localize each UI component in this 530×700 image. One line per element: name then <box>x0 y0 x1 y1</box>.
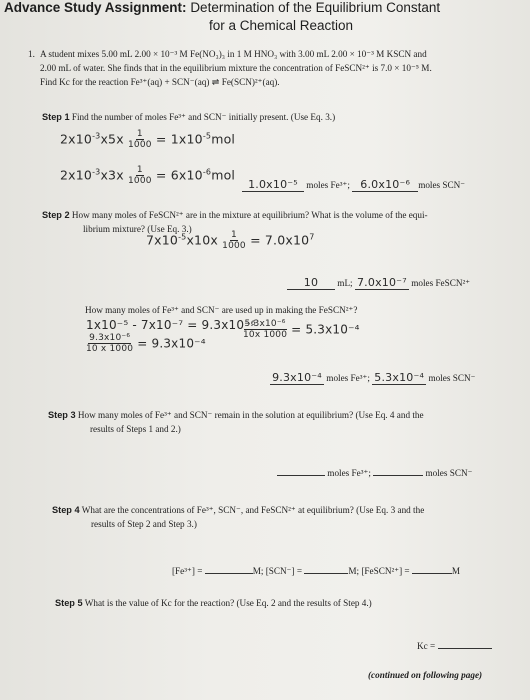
frac-den: 1000 <box>222 241 246 251</box>
step4-m2-label: M; [FeSCN²⁺] = <box>348 566 410 576</box>
hw-text: = 9.3x10⁻⁴ <box>137 336 206 351</box>
hw-text: = 6x10 <box>155 167 203 183</box>
title-bold: Advance Study Assignment: <box>4 0 187 15</box>
step1-moles-fe-label: moles Fe³⁺; <box>306 180 350 190</box>
step2-text-1: How many moles of FeSCN²⁺ are in the mixture at equilibrium? What is the volume of the equi- <box>71 210 428 220</box>
hw-text: 2x10 <box>60 131 93 147</box>
step2-answer-row-1 <box>287 276 470 290</box>
step2-answer-scn[interactable]: 5.3x10⁻⁴ <box>372 371 426 385</box>
step4-answer-scn[interactable] <box>304 573 348 574</box>
problem-line-3: Find Kc for the reaction Fe³⁺(aq) + SCN⁻(aq) ⇌ Fe(SCN)²⁺(aq). <box>40 77 280 87</box>
step2-answer-fe[interactable]: 9.3x10⁻⁴ <box>270 371 324 385</box>
hw-exp: -3 <box>92 167 101 177</box>
hw-exp: -6 <box>202 167 212 177</box>
step3-answer-scn[interactable] <box>373 475 423 476</box>
hw-fraction <box>128 130 152 150</box>
step4-answer-row <box>172 566 460 577</box>
frac-den: 1000 <box>128 176 152 186</box>
step4-text-1: What are the concentrations of Fe³⁺, SCN⁻, and FeSCN²⁺ at equilibrium? (Use Eq. 3 and the <box>81 505 425 515</box>
frac-num: 1 <box>136 165 143 175</box>
hw-text: mol <box>211 167 236 183</box>
hw-exp: -5 <box>178 232 187 242</box>
hw-text: = 7.0x10 <box>250 232 310 248</box>
frac-num: 1 <box>136 129 143 139</box>
step2-question: How many moles of Fe³⁺ and SCN⁻ are used up in making the FeSCN²⁺? <box>85 305 358 315</box>
step4-text-2: results of Step 2 and Step 3.) <box>91 519 197 529</box>
hw-text: 7x10 <box>146 232 179 248</box>
page-title <box>4 0 440 15</box>
step2-work-right <box>243 320 360 340</box>
step1-work-line-1 <box>60 130 235 150</box>
step1-label: Step 1 <box>42 112 70 122</box>
step4-m1-label: M; [SCN⁻] = <box>252 566 303 576</box>
step2-prompt <box>42 210 428 221</box>
kc-answer[interactable] <box>438 648 492 649</box>
hw-text: x3x <box>100 167 124 183</box>
step3-moles-fe-label: moles Fe³⁺; <box>327 468 371 478</box>
step5-prompt <box>55 598 372 608</box>
hw-fraction <box>128 166 152 186</box>
step3-prompt <box>48 410 424 421</box>
step2-text-2: librium mixture? (Use Eq. 3.) <box>83 224 192 234</box>
step3-answer-fe[interactable] <box>277 475 325 476</box>
step5-text: What is the value of Kc for the reaction? (Use Eq. 2 and the results of Step 4.) <box>84 598 372 608</box>
step1-prompt <box>42 112 335 123</box>
kc-label: Kc = <box>417 641 436 651</box>
page-title-line2: for a Chemical Reaction <box>209 18 354 33</box>
step5-label: Step 5 <box>55 598 83 608</box>
step1-text: Find the number of moles Fe³⁺ and SCN⁻ initially present. (Use Eq. 3.) <box>71 112 336 122</box>
hw-text: x10x <box>186 232 218 248</box>
step2-ml-label: mL; <box>337 278 353 288</box>
step2-answer-row-2 <box>270 371 475 385</box>
hw-fraction <box>243 320 287 340</box>
hw-fraction <box>86 334 133 354</box>
step3-label: Step 3 <box>48 410 76 420</box>
hw-exp: -5 <box>202 131 212 141</box>
problem-line-2: 2.00 mL of water. She finds that in the equilibrium mixture the concentration of FeSCN²⁺ is 7.0 × 10⁻⁵ M. <box>40 63 432 73</box>
step4-prompt <box>52 505 424 516</box>
step3-text-2: results of Steps 1 and 2.) <box>90 424 181 434</box>
hw-text: = 5.3x10⁻⁴ <box>291 322 360 337</box>
step3-answer-row <box>277 468 472 479</box>
continued-note: (continued on following page) <box>368 670 483 680</box>
step4-answer-fe[interactable] <box>205 573 253 574</box>
hw-fraction <box>222 231 246 251</box>
step4-label: Step 4 <box>52 505 80 515</box>
step2-moles-scn-label: moles SCN⁻ <box>428 373 476 383</box>
title-rest: Determination of the Equilibrium Constant <box>190 0 441 15</box>
step2-label: Step 2 <box>42 210 70 220</box>
step1-work-line-2 <box>60 166 235 186</box>
step1-answer-scn[interactable]: 6.0x10⁻⁶ <box>352 178 418 192</box>
frac-num: 5.3x10⁻⁶ <box>244 319 286 329</box>
step2-work-left-2 <box>86 334 206 354</box>
frac-den: 10 x 1000 <box>86 344 134 354</box>
frac-num: 9.3x10⁻⁶ <box>89 333 131 343</box>
step3-text-1: How many moles of Fe³⁺ and SCN⁻ remain in the solution at equilibrium? (Use Eq. 4 and the <box>77 410 424 420</box>
step1-moles-scn-label: moles SCN⁻ <box>418 180 466 190</box>
frac-den: 1000 <box>128 140 152 150</box>
step2-work-left-1: 1x10⁻⁵ - 7x10⁻⁷ = 9.3x10⁻⁶ <box>86 318 256 332</box>
step4-m3-label: M <box>451 566 461 576</box>
step1-answer-row <box>242 178 465 192</box>
step5-answer-row <box>417 641 492 651</box>
step2-work-line <box>146 231 315 251</box>
step2-answer-volume[interactable]: 10 <box>287 276 335 290</box>
problem-line-1: A student mixes 5.00 mL 2.00 × 10⁻³ M Fe(NO₃)₃ in 1 M HNO₃ with 3.00 mL 2.00 × 10⁻³ M KSCN and <box>40 49 427 59</box>
problem-number: 1. <box>28 49 35 59</box>
hw-exp: 7 <box>309 232 315 242</box>
hw-text: mol <box>211 131 236 147</box>
hw-text: x5x <box>100 131 124 147</box>
hw-text: = 1x10 <box>155 131 203 147</box>
step3-moles-scn-label: moles SCN⁻ <box>425 468 473 478</box>
frac-den: 10x 1000 <box>243 330 288 340</box>
hw-text: 2x10 <box>60 167 93 183</box>
step1-answer-fe[interactable]: 1.0x10⁻⁵ <box>242 178 304 192</box>
step2-answer-moles[interactable]: 7.0x10⁻⁷ <box>355 276 409 290</box>
step2-moles-fescn-label: moles FeSCN²⁺ <box>411 278 471 288</box>
frac-num: 1 <box>231 230 237 240</box>
step4-fe-label: [Fe³⁺] = <box>172 566 203 576</box>
step2-moles-fe-label: moles Fe³⁺; <box>326 373 370 383</box>
hw-exp: -3 <box>92 131 101 141</box>
step4-answer-fescn[interactable] <box>412 573 452 574</box>
